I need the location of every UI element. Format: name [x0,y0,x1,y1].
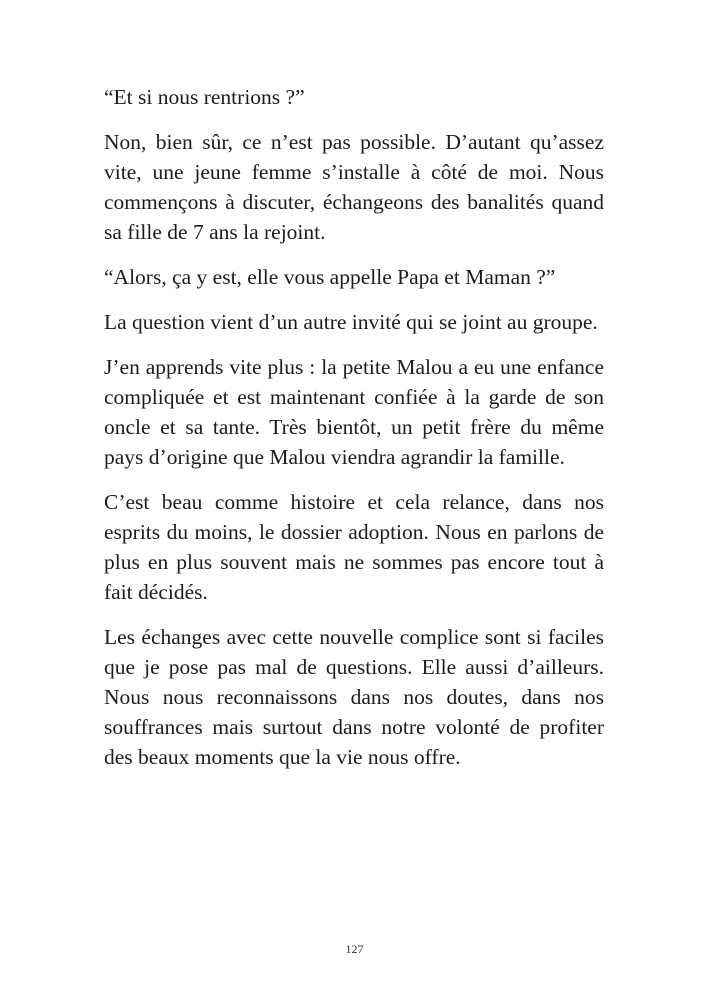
paragraph-complice: Les échanges avec cette nouvelle complice sont si faciles que je pose pas mal de questions. Elle aussi d’ailleurs. Nous nous reconnaissons dans nos doutes, dans nos souffrances mais surtout dans notre volonté de profiter des beaux moments que la vie nous offre. [104,625,604,769]
paragraph-quote-papa-maman: “Alors, ça y est, elle vous appelle Papa et Maman ?” [104,265,556,289]
body-text [104,82,604,787]
paragraph-question-invite: La question vient d’un autre invité qui se joint au groupe. [104,310,598,334]
page-number: 127 [345,942,364,956]
paragraph-quote-rentrer: “Et si nous rentrions ?” [104,85,305,109]
paragraph-adoption: C’est beau comme histoire et cela relance, dans nos esprits du moins, le dossier adoption. Nous en parlons de plus en plus souvent mais ne sommes pas encore tout à fait décidés. [104,490,604,604]
paragraph-malou: J’en apprends vite plus : la petite Malou a eu une enfance compliquée et est maintenant confiée à la garde de son oncle et sa tante. Très bientôt, un petit frère du même pays d’origine que Malou viendra agrandir la famille. [104,355,604,469]
paragraph-jeune-femme: Non, bien sûr, ce n’est pas possible. D’autant qu’assez vite, une jeune femme s’installe à côté de moi. Nous commençons à discuter, échangeons des banalités quand sa fille de 7 ans la rejoint. [104,130,604,244]
